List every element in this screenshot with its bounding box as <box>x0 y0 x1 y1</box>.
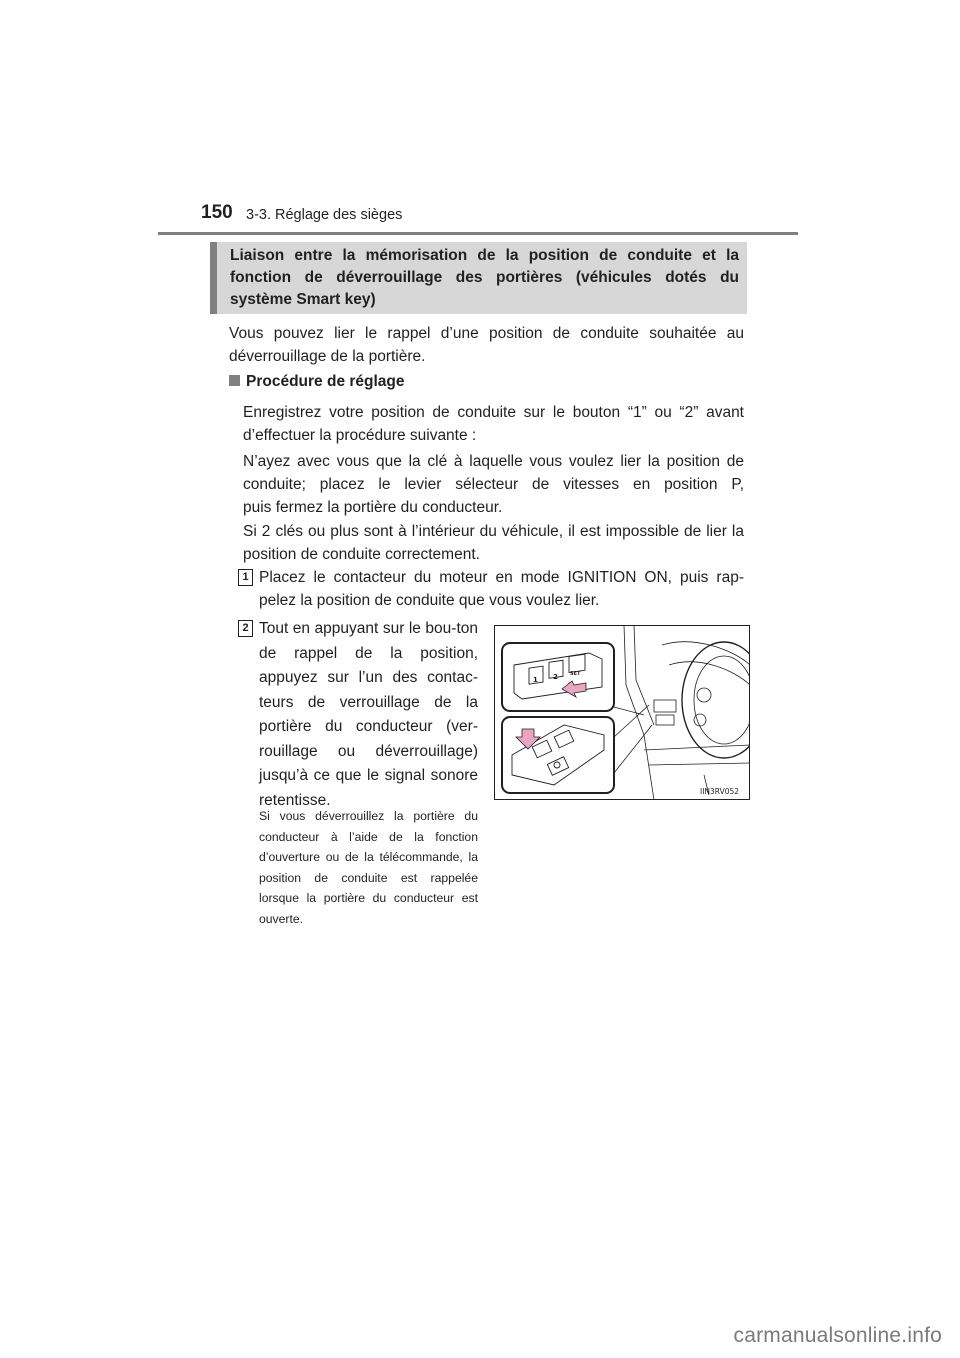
illustration-code: IIN3RV052 <box>700 787 740 796</box>
page-number: 150 <box>201 202 233 223</box>
procedure-heading-text: Procédure de réglage <box>246 373 405 390</box>
topic-box <box>210 242 747 314</box>
step-1-badge: 1 <box>238 569 253 586</box>
step-1-text: Placez le contacteur du moteur en mode IGNITION ON, puis rap-pelez la position de conduite que vous voulez lier. <box>259 569 744 609</box>
topic-bar <box>210 242 217 314</box>
set-label: SET <box>570 671 581 677</box>
section-title: 3-3. Réglage des sièges <box>246 207 403 223</box>
door-switch-illustration <box>494 625 750 800</box>
step-2-badge: 2 <box>238 620 253 637</box>
step-2-text: Tout en appuyant sur le bou-ton de rappel de la position, appuyez sur l’un des contac-teurs de verrouillage de la portière du conducteur (ver-rouillage ou déverrouillage) jusqu’à ce que le signal sonore retentisse. <box>259 620 478 809</box>
procedure-paragraph-2-text: N’ayez avec vous que la clé à laquelle vous voulez lier la position de conduite; placez le levier sélecteur de vitesses en position P, <box>243 453 744 493</box>
procedure-paragraph-1: Enregistrez votre position de conduite sur le bouton “1” ou “2” avant d’effectuer la procédure suivante : <box>243 404 744 444</box>
footer-watermark: carmanualsonline.info <box>733 1324 942 1347</box>
note-paragraph: Si vous déverrouillez la portière du conducteur à l’aide de la fonction d’ouverture ou de la télécommande, la position de conduite est rappelée lorsque la portière du conducteur est ouverte. <box>259 809 478 926</box>
procedure-paragraph-2 <box>243 450 744 519</box>
procedure-heading <box>229 373 405 391</box>
square-bullet-icon <box>229 375 240 386</box>
button-1-label: 1 <box>533 676 538 684</box>
intro-paragraph: Vous pouvez lier le rappel d’une position de conduite souhaitée au déverrouillage de la portière. <box>229 325 744 365</box>
button-2-label: 2 <box>553 673 558 681</box>
header-rule <box>158 232 798 235</box>
procedure-paragraph-3: Si 2 clés ou plus sont à l’intérieur du véhicule, il est impossible de lier la position de conduite correctement. <box>243 523 744 563</box>
procedure-paragraph-2-end: puis fermez la portière du conducteur. <box>243 499 503 516</box>
topic-title: Liaison entre la mémorisation de la position de conduite et la fonction de déverrouillage des portières (véhicules dotés du système Smart key) <box>230 247 739 308</box>
